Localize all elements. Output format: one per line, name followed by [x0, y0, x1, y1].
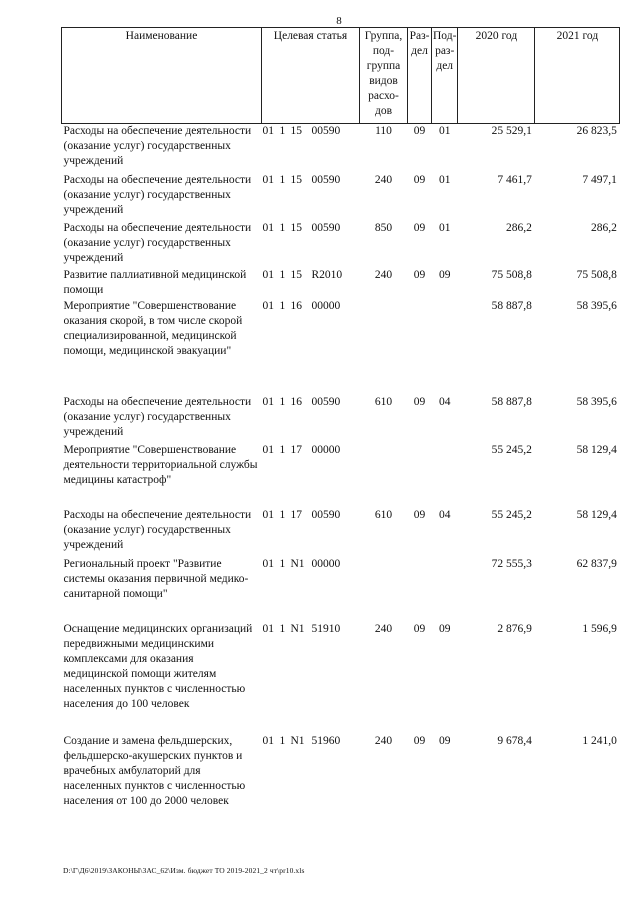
- row-target-article: [262, 268, 360, 299]
- row-group: [360, 557, 408, 622]
- cs-event: N1: [290, 622, 305, 635]
- table-row: [62, 124, 620, 173]
- cs-direction: 51960: [311, 734, 341, 747]
- row-2021: 62 837,9: [576, 557, 617, 570]
- table-row: [62, 443, 620, 508]
- row-section: 09: [413, 734, 426, 747]
- row-target-article: [262, 557, 360, 622]
- cs-program: 01: [262, 443, 274, 456]
- row-section: 09: [413, 622, 426, 635]
- row-target-article: [262, 443, 360, 508]
- footer-file-path: D:\Г\Д6\2019\ЗАКОНЫ\ЗАС_62\Изм. бюджет ТО 2019-2021_2 чт\pr10.xls: [63, 866, 305, 875]
- row-2020: 7 461,7: [497, 173, 532, 186]
- row-group: 240: [374, 268, 393, 281]
- table-header-row: [62, 28, 620, 124]
- row-2020: 286,2: [506, 221, 532, 234]
- row-target-article: [262, 508, 360, 557]
- table-row: [62, 268, 620, 299]
- cs-subprogram: 1: [279, 557, 286, 570]
- row-section: 09: [413, 173, 426, 186]
- row-2020: 9 678,4: [497, 734, 532, 747]
- row-target-article: [262, 734, 360, 830]
- budget-table: [61, 27, 620, 830]
- row-2021: 58 395,6: [576, 299, 617, 312]
- cs-program: 01: [262, 395, 274, 408]
- cs-event: 16: [290, 299, 302, 312]
- cs-event: 15: [290, 221, 302, 234]
- row-group: 610: [374, 395, 393, 408]
- cs-program: 01: [262, 299, 274, 312]
- row-2021: 58 129,4: [576, 443, 617, 456]
- row-name: Расходы на обеспечение деятельности (оказание услуг) государственных учреждений: [63, 221, 252, 264]
- row-2021: 7 497,1: [582, 173, 617, 186]
- row-name: Мероприятие "Совершенствование деятельности территориальной службы медицины катастроф": [63, 443, 258, 486]
- row-name: Расходы на обеспечение деятельности (оказание услуг) государственных учреждений: [63, 125, 252, 167]
- row-2020: 75 508,8: [491, 268, 532, 281]
- cs-event: 15: [290, 268, 302, 281]
- cs-direction: 00590: [311, 173, 341, 186]
- cs-program: 01: [262, 557, 274, 570]
- cs-program: 01: [262, 508, 274, 521]
- header-subsection: Под- раз- дел: [432, 28, 458, 124]
- cs-subprogram: 1: [279, 508, 286, 521]
- row-section: [408, 443, 432, 508]
- page-number: 8: [336, 15, 342, 27]
- row-section: 09: [413, 268, 426, 281]
- row-2020: 25 529,1: [491, 125, 532, 137]
- cs-program: 01: [262, 173, 274, 186]
- cs-subprogram: 1: [279, 299, 286, 312]
- row-section: 09: [413, 508, 426, 521]
- cs-subprogram: 1: [279, 443, 286, 456]
- row-subsection: 01: [438, 125, 451, 137]
- row-name: Региональный проект "Развитие системы оказания первичной медико-санитарной помощи": [63, 557, 249, 600]
- cs-subprogram: 1: [279, 268, 286, 281]
- row-subsection: [432, 299, 458, 395]
- table-row: [62, 508, 620, 557]
- cs-direction: 00000: [311, 299, 341, 312]
- cs-direction: 00000: [311, 557, 341, 570]
- cs-program: 01: [262, 221, 274, 234]
- row-group: 240: [374, 173, 393, 186]
- row-2020: 72 555,3: [491, 557, 532, 570]
- row-subsection: 09: [438, 734, 451, 747]
- cs-subprogram: 1: [279, 173, 286, 186]
- cs-program: 01: [262, 734, 274, 747]
- cs-subprogram: 1: [279, 622, 286, 635]
- row-group: [360, 299, 408, 395]
- row-subsection: [432, 443, 458, 508]
- row-2020: 55 245,2: [491, 443, 532, 456]
- table-row: [62, 622, 620, 734]
- row-subsection: 09: [438, 622, 451, 635]
- cs-event: 17: [290, 443, 302, 456]
- cs-event: 15: [290, 173, 302, 186]
- row-2021: 286,2: [591, 221, 617, 234]
- cs-direction: 00590: [311, 508, 341, 521]
- row-name: Создание и замена фельдшерских, фельдшерско-акушерских пунктов и врачебных амбулаторий для населенных пунктов с численностью населения от 100 до 2000 человек: [63, 734, 246, 807]
- row-name: Расходы на обеспечение деятельности (оказание услуг) государственных учреждений: [63, 395, 252, 438]
- row-section: [408, 299, 432, 395]
- row-2021: 75 508,8: [576, 268, 617, 281]
- row-2021: 58 395,6: [576, 395, 617, 408]
- cs-event: 17: [290, 508, 302, 521]
- row-name: Мероприятие "Совершенствование оказания скорой, в том числе скорой специализированной, медицинской помощи, медицинской эвакуации": [63, 299, 243, 357]
- row-name: Оснащение медицинских организаций передвижными медицинскими комплексами для оказания медицинской помощи жителям населенных пунктов с численностью населения до 100 человек: [63, 622, 253, 710]
- row-2021: 1 596,9: [582, 622, 617, 635]
- row-subsection: 09: [438, 268, 451, 281]
- row-2020: 58 887,8: [491, 299, 532, 312]
- row-group: 610: [374, 508, 393, 521]
- cs-direction: 00000: [311, 443, 341, 456]
- row-subsection: 04: [438, 395, 451, 408]
- row-target-article: [262, 124, 360, 173]
- row-name: Расходы на обеспечение деятельности (оказание услуг) государственных учреждений: [63, 508, 252, 551]
- row-subsection: 01: [438, 221, 451, 234]
- cs-direction: 00590: [311, 125, 341, 137]
- row-2020: 58 887,8: [491, 395, 532, 408]
- row-section: [408, 557, 432, 622]
- cs-direction: 51910: [311, 622, 341, 635]
- cs-event: 16: [290, 395, 302, 408]
- row-subsection: [432, 557, 458, 622]
- row-2020: 55 245,2: [491, 508, 532, 521]
- row-group: 110: [375, 125, 392, 137]
- row-target-article: [262, 221, 360, 268]
- row-section: 09: [413, 125, 426, 137]
- row-name: Развитие паллиативной медицинской помощи: [63, 268, 247, 296]
- row-target-article: [262, 173, 360, 221]
- cs-direction: 00590: [311, 395, 341, 408]
- cs-subprogram: 1: [279, 125, 286, 137]
- table-row: [62, 557, 620, 622]
- row-target-article: [262, 299, 360, 395]
- row-2021: 58 129,4: [576, 508, 617, 521]
- table-row: [62, 395, 620, 443]
- row-subsection: 04: [438, 508, 451, 521]
- header-group: Группа, под- группа видов расхо- дов: [360, 28, 408, 124]
- cs-direction: R2010: [311, 268, 343, 281]
- row-target-article: [262, 622, 360, 734]
- header-target-article: Целевая статья: [262, 28, 360, 124]
- row-2020: 2 876,9: [497, 622, 532, 635]
- cs-program: 01: [262, 622, 274, 635]
- cs-event: 15: [290, 125, 302, 137]
- row-group: 240: [374, 622, 393, 635]
- row-section: 09: [413, 395, 426, 408]
- table-row: [62, 173, 620, 221]
- row-2021: 1 241,0: [582, 734, 617, 747]
- row-name: Расходы на обеспечение деятельности (оказание услуг) государственных учреждений: [63, 173, 252, 216]
- row-group: 850: [374, 221, 393, 234]
- cs-event: N1: [290, 557, 305, 570]
- row-target-article: [262, 395, 360, 443]
- header-name: Наименование: [62, 28, 262, 124]
- row-section: 09: [413, 221, 426, 234]
- table-row: [62, 221, 620, 268]
- cs-event: N1: [290, 734, 305, 747]
- table-row: [62, 299, 620, 395]
- cs-subprogram: 1: [279, 395, 286, 408]
- cs-program: 01: [262, 125, 274, 137]
- cs-direction: 00590: [311, 221, 341, 234]
- cs-program: 01: [262, 268, 274, 281]
- row-group: [360, 443, 408, 508]
- row-group: 240: [374, 734, 393, 747]
- table-row: [62, 734, 620, 830]
- header-2021: 2021 год: [535, 28, 620, 124]
- cs-subprogram: 1: [279, 221, 286, 234]
- row-subsection: 01: [438, 173, 451, 186]
- cs-subprogram: 1: [279, 734, 286, 747]
- header-section: Раз- дел: [408, 28, 432, 124]
- row-2021: 26 823,5: [576, 125, 617, 137]
- header-2020: 2020 год: [458, 28, 535, 124]
